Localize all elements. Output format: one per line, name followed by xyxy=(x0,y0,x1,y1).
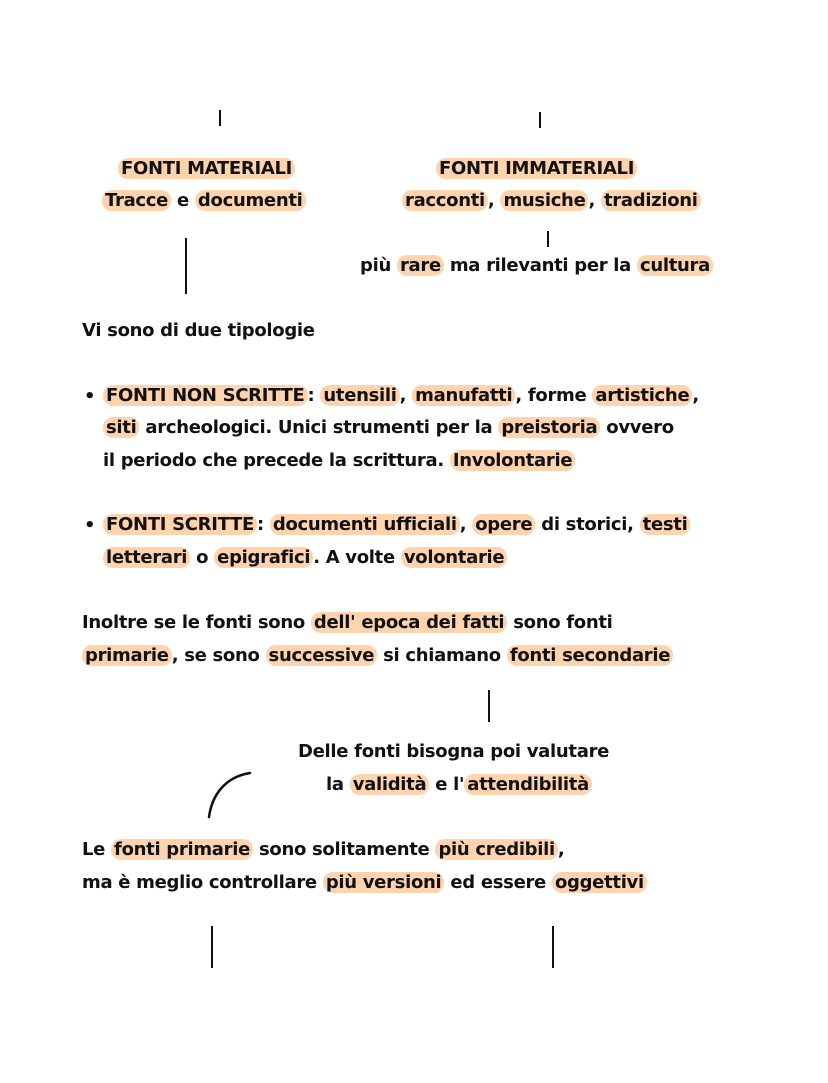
connector-line xyxy=(539,112,541,128)
bullet1-line2: siti archeologici. Unici strumenti per la preistoria ovvero xyxy=(103,417,674,438)
bullet2-line1: FONTI SCRITTE : documenti ufficiali , opere di storici, testi xyxy=(103,514,690,535)
connector-line xyxy=(547,231,549,247)
bullet-dot: • xyxy=(84,515,96,536)
intro-text: Vi sono di due tipologie xyxy=(82,320,315,341)
connector-line xyxy=(211,926,213,968)
para1-line1: Inoltre se le fonti sono dell' epoca dei fatti sono fonti xyxy=(82,612,613,633)
fonti-immateriali-subtitle: racconti , musiche , tradizioni xyxy=(402,190,701,211)
bullet1-line3: il periodo che precede la scrittura. Involontarie xyxy=(103,450,575,471)
para2-line2: ma è meglio controllare più versioni ed essere oggettivi xyxy=(82,872,647,893)
fonti-immateriali-note: più rare ma rilevanti per la cultura xyxy=(360,255,713,276)
connector-line xyxy=(552,926,554,968)
center-line1: Delle fonti bisogna poi valutare xyxy=(298,741,610,762)
para1-line2: primarie , se sono successive si chiamano fonti secondarie xyxy=(82,645,673,666)
fonti-materiali-subtitle: Tracce e documenti xyxy=(102,190,306,211)
fonti-materiali-title: FONTI MATERIALI xyxy=(118,158,295,179)
curved-connector xyxy=(200,765,260,825)
bullet2-line2: letterari o epigrafici . A volte volontarie xyxy=(103,547,507,568)
center-line2: la validità e l' attendibilità xyxy=(326,774,592,795)
bullet1-line1: FONTI NON SCRITTE : utensili , manufatti , forme artistiche , xyxy=(103,385,699,406)
connector-line xyxy=(488,690,490,722)
connector-line xyxy=(185,238,187,294)
para2-line1: Le fonti primarie sono solitamente più credibili , xyxy=(82,839,565,860)
fonti-immateriali-title: FONTI IMMATERIALI xyxy=(436,158,637,179)
connector-line xyxy=(219,110,221,126)
bullet-dot: • xyxy=(84,386,96,407)
